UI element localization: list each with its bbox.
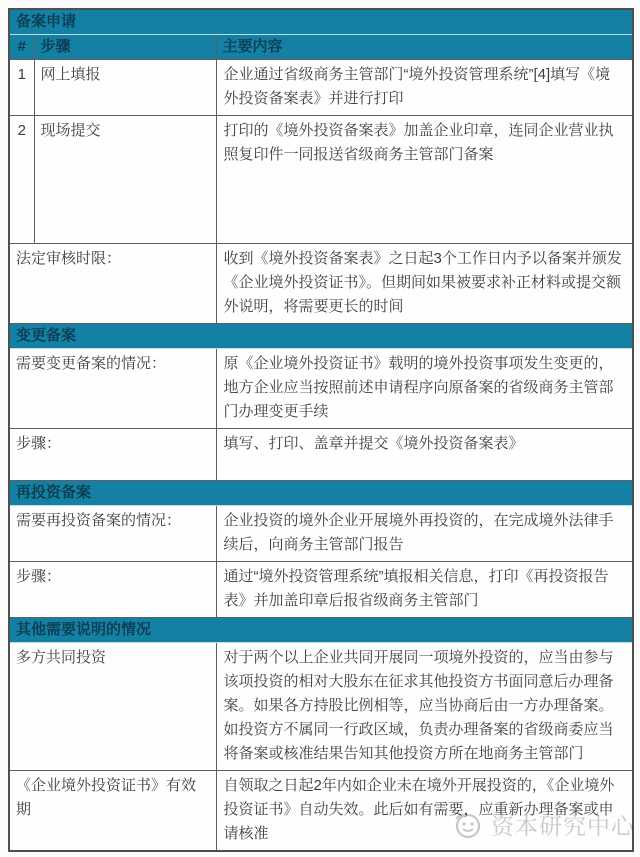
table-row-change-steps [9, 429, 633, 481]
row-label: 步骤： [9, 429, 216, 481]
watermark-text: 资本研究中心 [491, 813, 635, 839]
section-title: 其他需要说明的情况 [9, 618, 633, 643]
row-label: 步骤： [9, 562, 216, 618]
table-row-online-filing [9, 60, 633, 116]
step-content: 企业通过省级商务主管部门“境外投资管理系统”[4]填写《境外投资备案表》并进行打印 [216, 60, 633, 116]
step-name: 网上填报 [34, 60, 216, 116]
section-header-change-filing [9, 324, 633, 349]
table-row-change-conditions [9, 349, 633, 429]
table-row-review-deadline [9, 244, 633, 324]
column-header-number: # [9, 35, 34, 60]
row-label: 需要再投资备案的情况： [9, 506, 216, 562]
table-row-reinvestment-conditions [9, 506, 633, 562]
row-label: 多方共同投资 [9, 643, 216, 771]
row-content: 通过“境外投资管理系统”填报相关信息，打印《再投资报告表》并加盖印章后报省级商务主管部门 [216, 562, 633, 618]
row-label: 《企业境外投资证书》有效期 [9, 771, 216, 852]
column-header-row [9, 35, 633, 60]
row-content: 填写、打印、盖章并提交《境外投资备案表》 [216, 429, 633, 481]
table-row-certificate-validity [9, 771, 633, 852]
section-header-reinvestment-filing [9, 481, 633, 506]
column-header-step: 步骤 [34, 35, 216, 60]
section-title: 变更备案 [9, 324, 633, 349]
row-number: 1 [9, 60, 34, 116]
table-row-onsite-submission [9, 116, 633, 244]
filing-procedure-table [8, 8, 634, 852]
section-header-other-notes [9, 618, 633, 643]
table-row-reinvestment-steps [9, 562, 633, 618]
section-title: 备案申请 [9, 9, 633, 35]
row-label: 法定审核时限： [9, 244, 216, 324]
row-content: 自领取之日起2年内如企业未在境外开展投资的，《企业境外投资证书》自动失效。此后如有需要，应重新办理备案或申请核准 [216, 771, 633, 852]
table-row-joint-investment [9, 643, 633, 771]
row-content: 企业投资的境外企业开展境外再投资的，在完成境外法律手续后，向商务主管部门报告 [216, 506, 633, 562]
row-label: 需要变更备案的情况： [9, 349, 216, 429]
row-content: 收到《境外投资备案表》之日起3个工作日内予以备案并颁发《企业境外投资证书》。但期间如果被要求补正材料或提交额外说明，将需要更长的时间 [216, 244, 633, 324]
row-content: 原《企业境外投资证书》载明的境外投资事项发生变更的，地方企业应当按照前述申请程序向原备案的省级商务主管部门办理变更手续 [216, 349, 633, 429]
section-header-filing-application [9, 9, 633, 35]
step-name: 现场提交 [34, 116, 216, 244]
row-content: 对于两个以上企业共同开展同一项境外投资的，应当由参与该项投资的相对大股东在征求其他投资方书面同意后办理备案。如果各方持股比例相等，应当协商后由一方办理备案。如投资方不属同一行政区域，负责办理备案的省级商委应当将备案或核准结果告知其他投资方所在地商务主管部门 [216, 643, 633, 771]
step-content: 打印的《境外投资备案表》加盖企业印章，连同企业营业执照复印件一同报送省级商务主管部门备案 [216, 116, 633, 244]
column-header-content: 主要内容 [216, 35, 633, 60]
row-number: 2 [9, 116, 34, 244]
section-title: 再投资备案 [9, 481, 633, 506]
